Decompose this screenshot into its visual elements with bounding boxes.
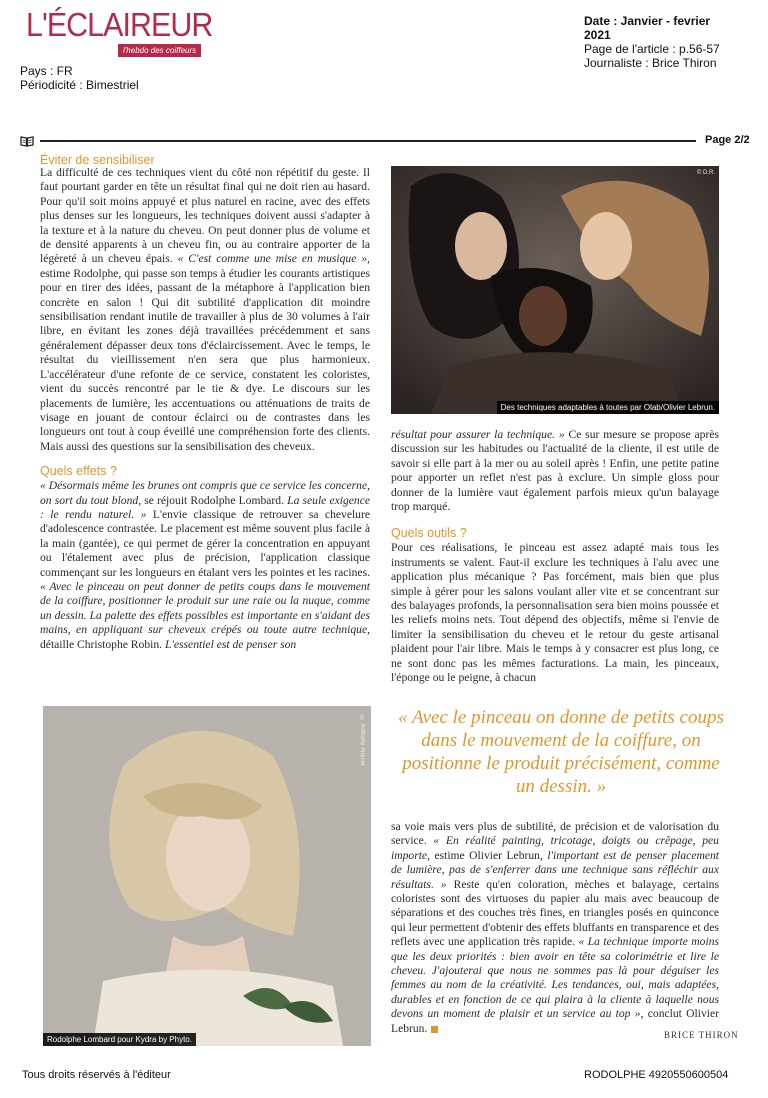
text-run: , estime Rodolphe, qui passe son temps à étudier les courants artistiques pour en tirer des idées, passant de la métaphore à l'application bien concrète en salon ! Qui dit subtilité d'application dit moindre sensibilisation rendant inutile de travailler à plus de 30 volumes à l'air libre, en évitant les zones déjà travaillées précédemment et sans généralement dépasser deux tons d'éclaircissement. Avec le temps, le résultat du vieillissement n'en sera que plus harmonieux. L'accélérateur d'une refonte de ce service, constatent les coloristes, vient du succès rencontré par le tie & dye. Le discours sur les placements de lumière, les accentuations ou atténuations de traits de visage en jouant de contour éclairci ou de contrastes dans les longueurs ont tout à coup éveillé une compréhension forte des clients. Mais aussi des questions sur la sensibilisation des cheveux. [40,252,370,453]
article-column-left [40,166,370,652]
text-run: détaille Christophe Robin. [40,637,165,651]
photo-caption: Des techniques adaptables à toutes par Olab/Olivier Lebrun. [497,401,719,414]
header-divider [40,140,696,142]
paragraph: Pour ces réalisations, le pinceau est assez adapté mais tous les instruments se valent. Faut-il exclure les techniques à l'alu avec une application plus mécanique ? Pas forcément, mais bien que plus simple à gérer pour les salons voulant aller vite et se concentrant sur des balayages profonds, la personnalisation sera bien moins poussée et les reliefs moins nets. Tout dépend des objectifs, même si l'envie de limiter la sensibilisation du cheveu et le retour du geste artisanal plaident pour l'air libre. Mais le temps à y consacrer est plus long, ce ne sont donc pas les mêmes facturations. La main, les pinceaux, l'éponge ou le peigne, à chacun [391,541,719,685]
article-page-label: Page de l'article : p.56-57 [584,42,720,56]
text-run: Reste qu'en coloration, mèches et balayage, certains coloristes sont des virtuoses du papier alu mais avec beaucoup de séparations et des couches très fines, en triangles posés en quinconce qui leur permettent d'obtenir des effets bluffants en transparence et des reflets avec une application très rapide. [391,877,719,949]
article-column-right-top [391,428,719,686]
quote-run: « En réalité painting, tricotage, doigts ou crêpage, peu importe [391,834,719,862]
quote-run: l'important est de penser placement de lumière, pas de s'enferrer dans une technique sans réfléchir aux résultats. » [391,848,719,891]
end-mark [431,1026,438,1033]
text-run: La difficulté de ces techniques vient du côté non répétitif du geste. Il faut pourtant garder en tête un résultat final qui ne doit rien au hasard. Pour qu'il soit moins appuyé et plus naturel en racine, avec des effets plus denses sur les longueurs, les techniques doivent aussi s'adapter à la texture et à la nature du cheveu. On peut donner plus de volume et de densité apparents à un cheveu fin, ou au contraire apporter de la légèreté à un cheveu épais. [40,166,370,266]
periodicity-label: Périodicité : Bimestriel [20,78,139,92]
quote-run: « Avec le pinceau on peut donner de petits coups dans le mouvement de la coiffure, positionner le produit sur une raie ou la nuque, comme un dessin. La palette des effets possibles est importante en s'aidant des mains, en appliquant sur cheveux crépés ou toute autre technique, [40,579,370,637]
section-heading-outils: Quels outils ? [391,526,467,541]
country-label: Pays : FR [20,64,73,78]
article-meta [584,14,759,70]
section-heading-sensibiliser: Éviter de sensibiliser [40,153,155,167]
photo-credit: © Anthony Arquier [359,716,365,767]
quote-run: « La technique importe moins que les deux priorités : bien avoir en tête sa colorimétrie et lire le cheveu. J'ajouterai que nous ne sommes pas là pour déguiser les femmes au nom de la créativité. Les tendances, oui, mais adaptées, durables et en fonction de ce qui plaira à la cliente à laquelle nous devons un moment de plaisir et un service au top » [391,935,719,1021]
publication-logo: L'ÉCLAIREUR [26,6,213,43]
footer-rights: Tous droits réservés à l'éditeur [22,1069,171,1081]
date-year: 2021 [584,28,611,42]
photo-credit: © D.R. [696,170,715,176]
journalist-label: Journaliste : Brice Thiron [584,56,717,70]
article-column-right-bottom [391,820,719,1036]
text-run: , conclut Olivier Lebrun. [391,1007,719,1035]
publication-meta [20,64,139,92]
publication-tagline: l'hebdo des coiffeurs [118,44,201,57]
paragraph [391,428,719,514]
photo-illustration [391,166,719,414]
footer-code: RODOLPHE 4920550600504 [584,1069,729,1081]
text-run: , estime Olivier Lebrun, [427,848,548,862]
pull-quote: « Avec le pinceau on donne de petits coups dans le mouvement de la coiffure, on positionne le produit précisément, comme un dessin. » [398,707,724,797]
open-book-icon [20,135,34,147]
photo-caption: Rodolphe Lombard pour Kydra by Phyto. [43,1033,196,1046]
photo-three-models [391,166,719,414]
date-label: Date : Janvier - fevrier [584,14,711,28]
quote-run: « Désormais même les brunes ont compris que ce service les concerne, on sort du tout blond [40,479,370,507]
text-run: , se réjouit Rodolphe Lombard. [138,493,288,507]
quote-run: L'essentiel est de penser son [164,637,297,651]
quote-run: « C'est comme une mise en musique » [177,252,368,266]
text-run: sa voie mais vers plus de subtilité, de précision et de valorisation du service. [391,820,719,848]
author-signature: BRICE THIRON [664,1030,739,1040]
text-run: L'envie classique de retrouver sa chevelure d'adolescence contrastée. Le placement est même souvent plus facile à la main (gantée), ce qui permet de gérer la concentration en appuyant ou l'étalement avec plus de précision, l'application classique commençant sur les longueurs en étalant vers les pointes et les racines. [40,507,370,579]
page-number: Page 2/2 [705,134,750,146]
paragraph [40,479,370,652]
photo-illustration [43,706,371,1046]
section-heading-effets: Quels effets ? [40,464,117,479]
photo-blonde-model [43,706,371,1046]
quote-run: La seule exigence : le rendu naturel. » [40,493,370,521]
text-run: Ce sur mesure se propose après discussion sur les habitudes ou l'actualité de la cliente, il est utile de savoir si elle part à la mer ou au soleil après ! Enfin, une petite patine pour apporter un reflet n'est pas à exclure. Un simple gloss pour donner de la lumière vaut également parfois mieux qu'un balayage trop marqué. [391,428,719,514]
paragraph [391,820,719,1036]
quote-run: résultat pour assurer la technique. » [391,428,565,441]
paragraph [40,166,370,454]
